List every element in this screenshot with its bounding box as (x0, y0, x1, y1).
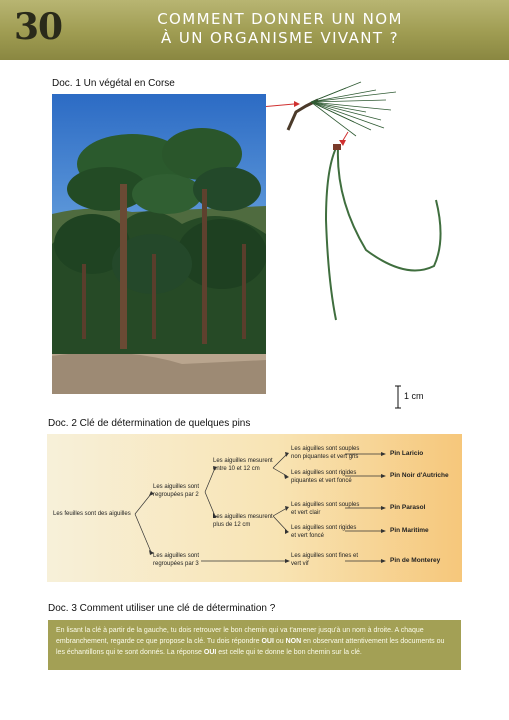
key-node-by3: Les aiguilles sont regroupées par 3 (153, 553, 200, 567)
tree-photo (52, 94, 266, 394)
doc3-oui: OUI (261, 638, 274, 645)
doc2-caption: Doc. 2 Clé de détermination de quelques pins (48, 418, 251, 429)
page-title (100, 10, 460, 48)
species-pin-laricio: Pin Laricio (390, 450, 424, 457)
species-pin-monterey: Pin de Monterey (390, 557, 441, 564)
key-node-rigides-fonce-b: Les aiguilles sont rigides et vert foncé (291, 525, 357, 539)
doc3-text-2: ou (273, 638, 286, 645)
species-pin-parasol: Pin Parasol (390, 504, 426, 511)
doc3-text-4: est celle qui te donne le bon chemin sur la clé. (216, 649, 362, 656)
pine-branch-illustration (266, 80, 466, 340)
page-header (0, 0, 509, 60)
doc3-instructions (48, 620, 461, 670)
page-number: 30 (14, 6, 63, 48)
species-pin-maritime: Pin Maritime (390, 527, 429, 534)
doc3-text-1: En lisant la clé à partir de la gauche, tu dois retrouver le bon chemin qui va t'amener jusqu'à un nom à droite. A chaque embranchement, regarde ce que propose la clé. Tu dois répondre (56, 627, 424, 645)
doc3-non: NON (285, 638, 302, 645)
doc1-caption: Doc. 1 Un végétal en Corse (52, 78, 175, 89)
page-title-line1: COMMENT DONNER UN NOM (157, 10, 403, 28)
doc3-oui-2: OUI (203, 649, 217, 656)
doc3-caption: Doc. 3 Comment utiliser une clé de détermination ? (48, 603, 276, 614)
doc3-text-3: en observant attentivement les documents ou les échantillons qui te sont donnés. La réponse (56, 638, 445, 656)
determination-key (47, 434, 462, 582)
key-node-fines-vif: Les aiguilles sont fines et vert vif (291, 553, 359, 567)
scale-label: 1 cm (404, 391, 424, 401)
key-node-souples-clair: Les aiguilles sont souples et vert clair (291, 502, 360, 516)
key-node-length-10-12: Les aiguilles mesurent entre 10 et 12 cm (213, 458, 273, 472)
key-node-rigides-fonce-a: Les aiguilles sont rigides piquantes et vert foncé (291, 470, 357, 484)
key-node-length-over-12: Les aiguilles mesurent plus de 12 cm (213, 514, 273, 528)
species-pin-noir-autriche: Pin Noir d'Autriche (390, 472, 449, 479)
key-node-by2: Les aiguilles sont regroupées par 2 (153, 484, 200, 498)
key-node-root: Les feuilles sont des aiguilles (53, 511, 131, 517)
key-node-souples-gris: Les aiguilles sont souples non piquantes et vert gris (291, 446, 360, 460)
page-title-line2: À UN ORGANISME VIVANT ? (160, 29, 400, 47)
